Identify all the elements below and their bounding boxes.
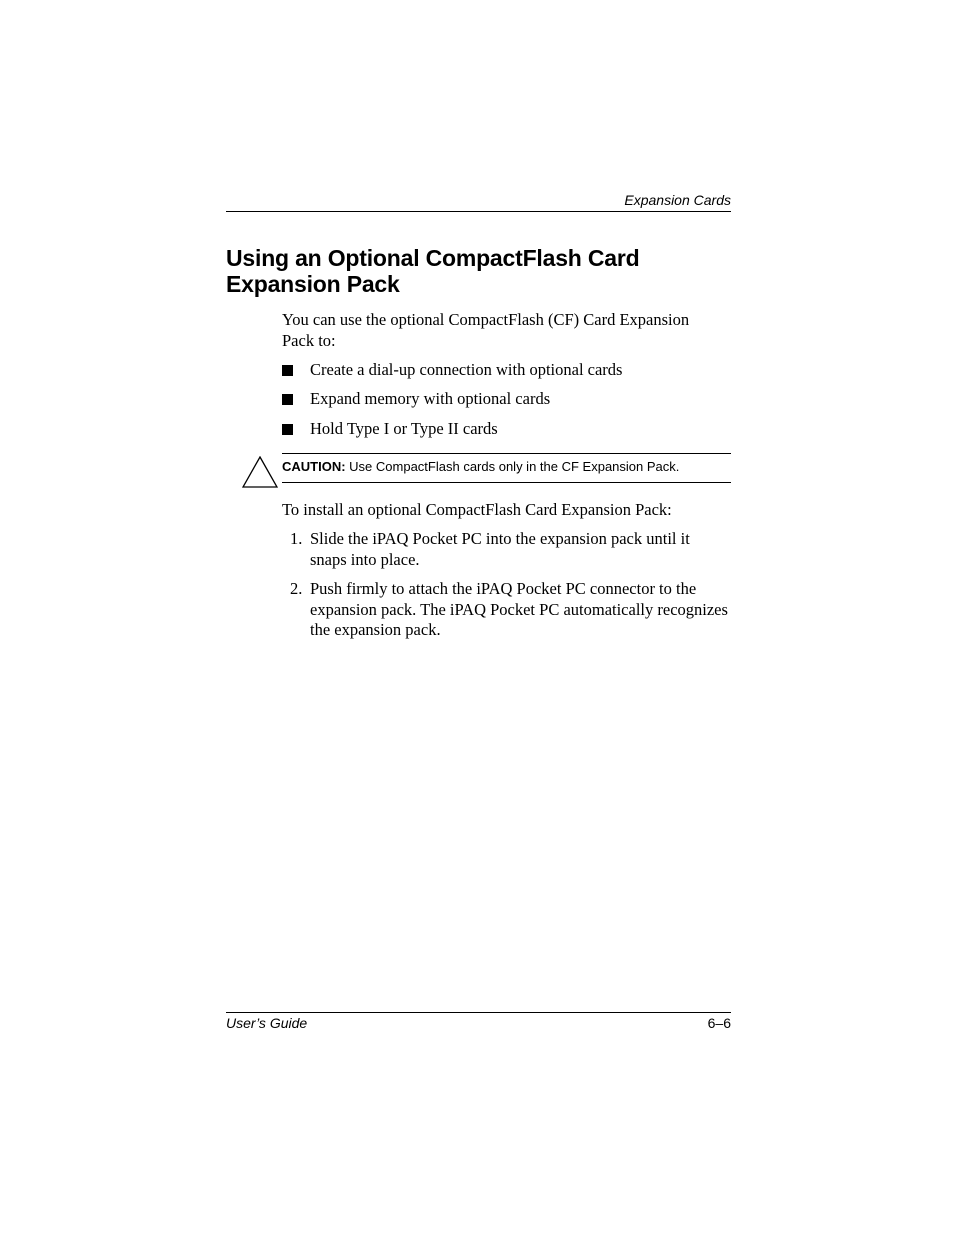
- step-text: Push firmly to attach the iPAQ Pocket PC connector to the expansion pack. The iPAQ Pocket PC automatically recognizes the expansion pack.: [310, 579, 728, 639]
- list-item-text: Create a dial-up connection with optional cards: [310, 360, 623, 379]
- square-bullet-icon: [282, 424, 293, 435]
- warning-triangle-icon: [242, 456, 278, 488]
- caution-label: CAUTION:: [282, 459, 346, 474]
- header-rule: [226, 211, 731, 212]
- procedure-step: [290, 579, 730, 641]
- procedure-intro: To install an optional CompactFlash Card Expansion Pack:: [282, 500, 672, 519]
- step-number: 1.: [290, 529, 303, 548]
- footer-title: User’s Guide: [226, 1015, 308, 1031]
- step-text: Slide the iPAQ Pocket PC into the expansion pack until it snaps into place.: [310, 529, 690, 569]
- caution-note: [282, 458, 679, 476]
- page-number: 6–6: [707, 1015, 731, 1031]
- caution-text: Use CompactFlash cards only in the CF Expansion Pack.: [349, 459, 680, 474]
- list-item-text: Expand memory with optional cards: [310, 389, 551, 408]
- footer-rule: [226, 1012, 731, 1013]
- running-header: Expansion Cards: [624, 192, 731, 208]
- step-number: 2.: [290, 579, 303, 598]
- caution-rule-top: [282, 453, 731, 454]
- caution-rule-bottom: [282, 482, 731, 483]
- square-bullet-icon: [282, 365, 293, 376]
- list-item-text: Hold Type I or Type II cards: [310, 419, 498, 438]
- procedure-step: [290, 529, 730, 570]
- square-bullet-icon: [282, 394, 293, 405]
- intro-paragraph: You can use the optional CompactFlash (CF) Card Expansion Pack to:: [282, 310, 690, 350]
- section-title: Using an Optional CompactFlash Card Expansion Pack: [226, 245, 640, 297]
